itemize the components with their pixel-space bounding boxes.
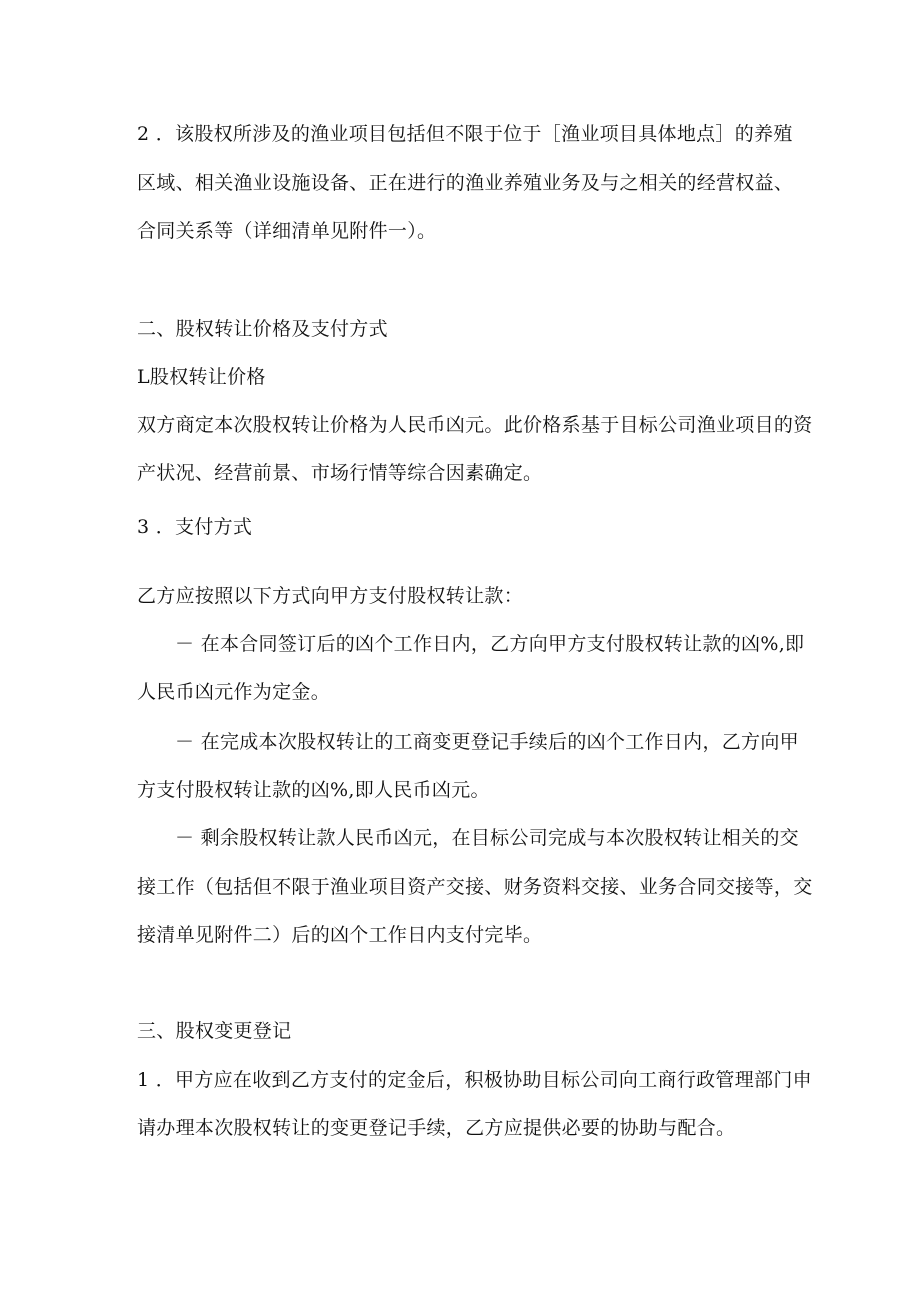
subsection-heading: L股权转让价格 <box>137 366 266 388</box>
paragraph-line: 方支付股权转让款的凶%,即人民币凶元。 <box>137 779 490 801</box>
paragraph-line: 1 ．甲方应在收到乙方支付的定金后，积极协助目标公司向工商行政管理部门申 <box>137 1069 812 1091</box>
paragraph-line: 请办理本次股权转让的变更登记手续，乙方应提供必要的协助与配合。 <box>137 1117 736 1139</box>
list-item: － 在完成本次股权转让的工商变更登记手续后的凶个工作日内，乙方向甲 <box>175 731 799 753</box>
paragraph-line: 接工作（包括但不限于渔业项目资产交接、财务资料交接、业务合同交接等，交 <box>137 876 813 898</box>
paragraph-line: 人民币凶元作为定金。 <box>137 681 331 703</box>
paragraph-line: 2 ．该股权所涉及的渔业项目包括但不限于位于［渔业项目具体地点］的养殖 <box>137 123 793 145</box>
paragraph-line: 乙方应按照以下方式向甲方支付股权转让款： <box>137 585 524 607</box>
section-heading: 二、股权转让价格及支付方式 <box>137 318 388 340</box>
paragraph-line: 产状况、经营前景、市场行情等综合因素确定。 <box>137 462 543 484</box>
paragraph-line: 双方商定本次股权转让价格为人民币凶元。此价格系基于目标公司渔业项目的资 <box>137 414 813 436</box>
paragraph-line: 区域、相关渔业设施设备、正在进行的渔业养殖业务及与之相关的经营权益、 <box>137 172 794 194</box>
paragraph-line: 接清单见附件二）后的凶个工作日内支付完毕。 <box>137 924 543 946</box>
list-item: － 剩余股权转让款人民币凶元，在目标公司完成与本次股权转让相关的交 <box>175 827 799 849</box>
section-heading: 三、股权变更登记 <box>137 1020 292 1042</box>
list-item: － 在本合同签订后的凶个工作日内，乙方向甲方支付股权转让款的凶%,即 <box>175 633 805 655</box>
paragraph-line: 合同关系等（详细清单见附件一）。 <box>137 220 437 242</box>
subsection-heading: 3 ．支付方式 <box>137 516 253 538</box>
